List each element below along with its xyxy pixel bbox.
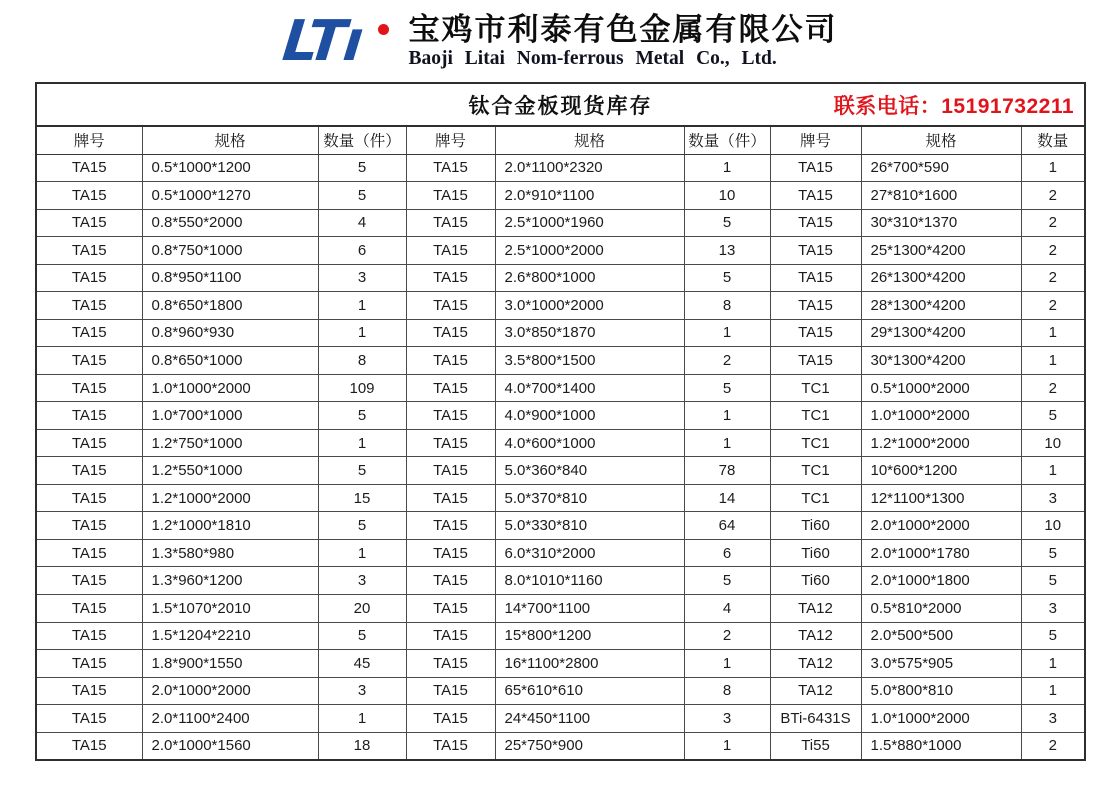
spec-cell: 65*610*610 — [495, 677, 684, 705]
qty-cell: 13 — [684, 237, 770, 265]
spec-cell: 0.5*1000*2000 — [861, 374, 1021, 402]
header-qty-2: 数量（件） — [684, 126, 770, 154]
qty-cell: 5 — [1021, 539, 1085, 567]
qty-cell: 8 — [318, 347, 406, 375]
table-title-row — [36, 83, 1085, 126]
qty-cell: 20 — [318, 595, 406, 623]
grade-cell: TA12 — [770, 622, 861, 650]
grade-cell: TA15 — [406, 512, 495, 540]
qty-cell: 2 — [684, 347, 770, 375]
spec-cell: 2.0*910*1100 — [495, 182, 684, 210]
spec-cell: 2.0*500*500 — [861, 622, 1021, 650]
spec-cell: 2.5*1000*1960 — [495, 209, 684, 237]
qty-cell: 5 — [684, 567, 770, 595]
table-row — [36, 650, 1085, 678]
qty-cell: 1 — [684, 732, 770, 760]
spec-cell: 1.2*1000*2000 — [142, 484, 318, 512]
table-row — [36, 209, 1085, 237]
spec-cell: 2.0*1100*2320 — [495, 154, 684, 182]
grade-cell: TA15 — [36, 292, 142, 320]
spec-cell: 0.8*650*1800 — [142, 292, 318, 320]
qty-cell: 2 — [1021, 209, 1085, 237]
qty-cell: 2 — [1021, 264, 1085, 292]
qty-cell: 5 — [318, 402, 406, 430]
qty-cell: 5 — [684, 209, 770, 237]
spec-cell: 30*310*1370 — [861, 209, 1021, 237]
grade-cell: TA15 — [36, 484, 142, 512]
grade-cell: TA15 — [406, 154, 495, 182]
grade-cell: TA15 — [406, 567, 495, 595]
qty-cell: 3 — [1021, 484, 1085, 512]
qty-cell: 1 — [1021, 319, 1085, 347]
qty-cell: 5 — [684, 264, 770, 292]
qty-cell: 3 — [1021, 595, 1085, 623]
qty-cell: 1 — [684, 154, 770, 182]
grade-cell: TC1 — [770, 457, 861, 485]
qty-cell: 1 — [684, 319, 770, 347]
header-grade-2: 牌号 — [406, 126, 495, 154]
company-names — [409, 13, 838, 71]
grade-cell: TA15 — [770, 209, 861, 237]
qty-cell: 4 — [684, 595, 770, 623]
spec-cell: 5.0*360*840 — [495, 457, 684, 485]
grade-cell: TA15 — [406, 484, 495, 512]
qty-cell: 10 — [684, 182, 770, 210]
spec-cell: 3.5*800*1500 — [495, 347, 684, 375]
qty-cell: 3 — [684, 705, 770, 733]
qty-cell: 10 — [1021, 512, 1085, 540]
table-row — [36, 319, 1085, 347]
grade-cell: TA15 — [406, 457, 495, 485]
qty-cell: 2 — [1021, 237, 1085, 265]
qty-cell: 1 — [684, 650, 770, 678]
grade-cell: Ti60 — [770, 512, 861, 540]
grade-cell: TA15 — [36, 182, 142, 210]
grade-cell: TC1 — [770, 429, 861, 457]
spec-cell: 8.0*1010*1160 — [495, 567, 684, 595]
table-row — [36, 512, 1085, 540]
company-header — [0, 6, 1120, 78]
grade-cell: Ti60 — [770, 539, 861, 567]
spec-cell: 0.8*750*1000 — [142, 237, 318, 265]
grade-cell: TA15 — [406, 374, 495, 402]
spec-cell: 3.0*575*905 — [861, 650, 1021, 678]
spec-cell: 27*810*1600 — [861, 182, 1021, 210]
header-grade-1: 牌号 — [36, 126, 142, 154]
qty-cell: 1 — [318, 292, 406, 320]
spec-cell: 2.0*1000*1560 — [142, 732, 318, 760]
grade-cell: TA15 — [406, 732, 495, 760]
grade-cell: TA15 — [36, 347, 142, 375]
header-spec-1: 规格 — [142, 126, 318, 154]
grade-cell: TA15 — [406, 595, 495, 623]
grade-cell: TA15 — [36, 402, 142, 430]
qty-cell: 5 — [1021, 622, 1085, 650]
grade-cell: TA15 — [36, 732, 142, 760]
grade-cell: Ti55 — [770, 732, 861, 760]
contact-phone: 联系电话：15191732211 — [833, 94, 1075, 118]
spec-cell: 1.0*1000*2000 — [142, 374, 318, 402]
table-row — [36, 154, 1085, 182]
grade-cell: TA15 — [36, 457, 142, 485]
grade-cell: TA15 — [36, 264, 142, 292]
page-title: 钛合金板现货库存 — [468, 94, 653, 118]
grade-cell: TA15 — [770, 182, 861, 210]
table-row — [36, 732, 1085, 760]
qty-cell: 10 — [1021, 429, 1085, 457]
qty-cell: 3 — [318, 264, 406, 292]
qty-cell: 5 — [318, 622, 406, 650]
grade-cell: TA15 — [36, 237, 142, 265]
grade-cell: TA15 — [406, 264, 495, 292]
spec-cell: 26*700*590 — [861, 154, 1021, 182]
qty-cell: 64 — [684, 512, 770, 540]
spec-cell: 29*1300*4200 — [861, 319, 1021, 347]
table-row — [36, 347, 1085, 375]
grade-cell: TA12 — [770, 677, 861, 705]
grade-cell: TA15 — [406, 237, 495, 265]
grade-cell: TA15 — [406, 319, 495, 347]
company-name-chinese: 宝鸡市利泰有色金属有限公司 — [408, 12, 838, 47]
spec-cell: 2.0*1100*2400 — [142, 705, 318, 733]
grade-cell: TA15 — [770, 292, 861, 320]
qty-cell: 1 — [1021, 154, 1085, 182]
table-row — [36, 264, 1085, 292]
table-row — [36, 429, 1085, 457]
header-grade-3: 牌号 — [770, 126, 861, 154]
qty-cell: 5 — [318, 154, 406, 182]
qty-cell: 2 — [1021, 374, 1085, 402]
table-row — [36, 567, 1085, 595]
qty-cell: 1 — [1021, 650, 1085, 678]
grade-cell: TA15 — [36, 677, 142, 705]
qty-cell: 3 — [318, 567, 406, 595]
qty-cell: 6 — [684, 539, 770, 567]
qty-cell: 5 — [1021, 567, 1085, 595]
header-spec-2: 规格 — [495, 126, 684, 154]
qty-cell: 5 — [318, 457, 406, 485]
spec-cell: 25*750*900 — [495, 732, 684, 760]
spec-cell: 1.2*1000*1810 — [142, 512, 318, 540]
company-logo-icon — [279, 9, 395, 74]
grade-cell: TA15 — [36, 512, 142, 540]
grade-cell: TA15 — [406, 429, 495, 457]
spec-cell: 0.5*810*2000 — [861, 595, 1021, 623]
grade-cell: TA15 — [406, 347, 495, 375]
spec-cell: 1.0*1000*2000 — [861, 402, 1021, 430]
spec-cell: 3.0*1000*2000 — [495, 292, 684, 320]
qty-cell: 2 — [1021, 182, 1085, 210]
table-row — [36, 237, 1085, 265]
grade-cell: TA15 — [406, 209, 495, 237]
spec-cell: 2.0*1000*2000 — [861, 512, 1021, 540]
grade-cell: TA15 — [36, 374, 142, 402]
grade-cell: Ti60 — [770, 567, 861, 595]
spec-cell: 0.8*650*1000 — [142, 347, 318, 375]
qty-cell: 45 — [318, 650, 406, 678]
spec-cell: 2.0*1000*1800 — [861, 567, 1021, 595]
qty-cell: 1 — [1021, 677, 1085, 705]
table-row — [36, 539, 1085, 567]
spec-cell: 30*1300*4200 — [861, 347, 1021, 375]
spec-cell: 15*800*1200 — [495, 622, 684, 650]
spec-cell: 1.5*1204*2210 — [142, 622, 318, 650]
spec-cell: 4.0*900*1000 — [495, 402, 684, 430]
qty-cell: 2 — [1021, 732, 1085, 760]
grade-cell: TA15 — [406, 622, 495, 650]
grade-cell: TA15 — [406, 650, 495, 678]
qty-cell: 1 — [1021, 457, 1085, 485]
spec-cell: 4.0*700*1400 — [495, 374, 684, 402]
grade-cell: TA15 — [36, 319, 142, 347]
spec-cell: 0.8*960*930 — [142, 319, 318, 347]
qty-cell: 3 — [1021, 705, 1085, 733]
table-row — [36, 292, 1085, 320]
grade-cell: TA15 — [406, 182, 495, 210]
qty-cell: 4 — [318, 209, 406, 237]
spec-cell: 1.0*1000*2000 — [861, 705, 1021, 733]
spec-cell: 28*1300*4200 — [861, 292, 1021, 320]
grade-cell: TA15 — [406, 705, 495, 733]
spec-cell: 12*1100*1300 — [861, 484, 1021, 512]
table-row — [36, 595, 1085, 623]
qty-cell: 14 — [684, 484, 770, 512]
spec-cell: 0.8*550*2000 — [142, 209, 318, 237]
qty-cell: 18 — [318, 732, 406, 760]
inventory-body — [36, 154, 1085, 760]
grade-cell: TA15 — [36, 209, 142, 237]
spec-cell: 0.5*1000*1270 — [142, 182, 318, 210]
spec-cell: 16*1100*2800 — [495, 650, 684, 678]
qty-cell: 1 — [684, 429, 770, 457]
spec-cell: 2.0*1000*2000 — [142, 677, 318, 705]
spec-cell: 5.0*800*810 — [861, 677, 1021, 705]
table-row — [36, 182, 1085, 210]
spec-cell: 2.0*1000*1780 — [861, 539, 1021, 567]
qty-cell: 2 — [1021, 292, 1085, 320]
spec-cell: 1.2*1000*2000 — [861, 429, 1021, 457]
grade-cell: TA15 — [36, 622, 142, 650]
spec-cell: 6.0*310*2000 — [495, 539, 684, 567]
spec-cell: 1.3*960*1200 — [142, 567, 318, 595]
spec-cell: 1.0*700*1000 — [142, 402, 318, 430]
qty-cell: 78 — [684, 457, 770, 485]
grade-cell: TA15 — [406, 677, 495, 705]
spec-cell: 4.0*600*1000 — [495, 429, 684, 457]
qty-cell: 1 — [684, 402, 770, 430]
spec-cell: 3.0*850*1870 — [495, 319, 684, 347]
grade-cell: TC1 — [770, 374, 861, 402]
qty-cell: 1 — [318, 319, 406, 347]
header-spec-3: 规格 — [861, 126, 1021, 154]
spec-cell: 25*1300*4200 — [861, 237, 1021, 265]
table-row — [36, 705, 1085, 733]
qty-cell: 5 — [318, 182, 406, 210]
qty-cell: 5 — [1021, 402, 1085, 430]
spec-cell: 1.3*580*980 — [142, 539, 318, 567]
spec-cell: 5.0*330*810 — [495, 512, 684, 540]
spec-cell: 24*450*1100 — [495, 705, 684, 733]
qty-cell: 5 — [684, 374, 770, 402]
spec-cell: 2.6*800*1000 — [495, 264, 684, 292]
grade-cell: TC1 — [770, 402, 861, 430]
spec-cell: 26*1300*4200 — [861, 264, 1021, 292]
qty-cell: 3 — [318, 677, 406, 705]
spec-cell: 2.5*1000*2000 — [495, 237, 684, 265]
table-row — [36, 402, 1085, 430]
qty-cell: 2 — [684, 622, 770, 650]
grade-cell: TA15 — [36, 539, 142, 567]
qty-cell: 8 — [684, 292, 770, 320]
header-qty-3: 数量 — [1021, 126, 1085, 154]
grade-cell: TA15 — [406, 292, 495, 320]
table-row — [36, 457, 1085, 485]
spec-cell: 1.2*550*1000 — [142, 457, 318, 485]
qty-cell: 8 — [684, 677, 770, 705]
grade-cell: TA15 — [36, 705, 142, 733]
spec-cell: 5.0*370*810 — [495, 484, 684, 512]
table-row — [36, 677, 1085, 705]
grade-cell: BTi-6431S — [770, 705, 861, 733]
qty-cell: 1 — [1021, 347, 1085, 375]
grade-cell: TA15 — [36, 595, 142, 623]
spec-cell: 14*700*1100 — [495, 595, 684, 623]
grade-cell: TA12 — [770, 650, 861, 678]
qty-cell: 1 — [318, 705, 406, 733]
qty-cell: 6 — [318, 237, 406, 265]
spec-cell: 0.5*1000*1200 — [142, 154, 318, 182]
header-qty-1: 数量（件） — [318, 126, 406, 154]
spec-cell: 1.8*900*1550 — [142, 650, 318, 678]
grade-cell: TA15 — [770, 154, 861, 182]
inventory-table — [35, 82, 1086, 761]
grade-cell: TA15 — [36, 429, 142, 457]
table-row — [36, 484, 1085, 512]
grade-cell: TA15 — [406, 539, 495, 567]
table-row — [36, 374, 1085, 402]
grade-cell: TA15 — [770, 347, 861, 375]
company-name-english: Baoji Litai Nom-ferrous Metal Co., Ltd. — [408, 48, 777, 69]
qty-cell: 5 — [318, 512, 406, 540]
table-header-row — [36, 126, 1085, 154]
grade-cell: TC1 — [770, 484, 861, 512]
qty-cell: 1 — [318, 539, 406, 567]
grade-cell: TA15 — [770, 264, 861, 292]
grade-cell: TA15 — [770, 237, 861, 265]
grade-cell: TA15 — [770, 319, 861, 347]
grade-cell: TA12 — [770, 595, 861, 623]
logo-lti-mark: LTı — [279, 9, 364, 74]
grade-cell: TA15 — [36, 650, 142, 678]
spec-cell: 1.5*880*1000 — [861, 732, 1021, 760]
grade-cell: TA15 — [36, 567, 142, 595]
spec-cell: 1.2*750*1000 — [142, 429, 318, 457]
grade-cell: TA15 — [406, 402, 495, 430]
logo-red-dot-icon — [378, 24, 389, 35]
qty-cell: 109 — [318, 374, 406, 402]
qty-cell: 15 — [318, 484, 406, 512]
qty-cell: 1 — [318, 429, 406, 457]
spec-cell: 0.8*950*1100 — [142, 264, 318, 292]
table-row — [36, 622, 1085, 650]
spec-cell: 10*600*1200 — [861, 457, 1021, 485]
grade-cell: TA15 — [36, 154, 142, 182]
spec-cell: 1.5*1070*2010 — [142, 595, 318, 623]
